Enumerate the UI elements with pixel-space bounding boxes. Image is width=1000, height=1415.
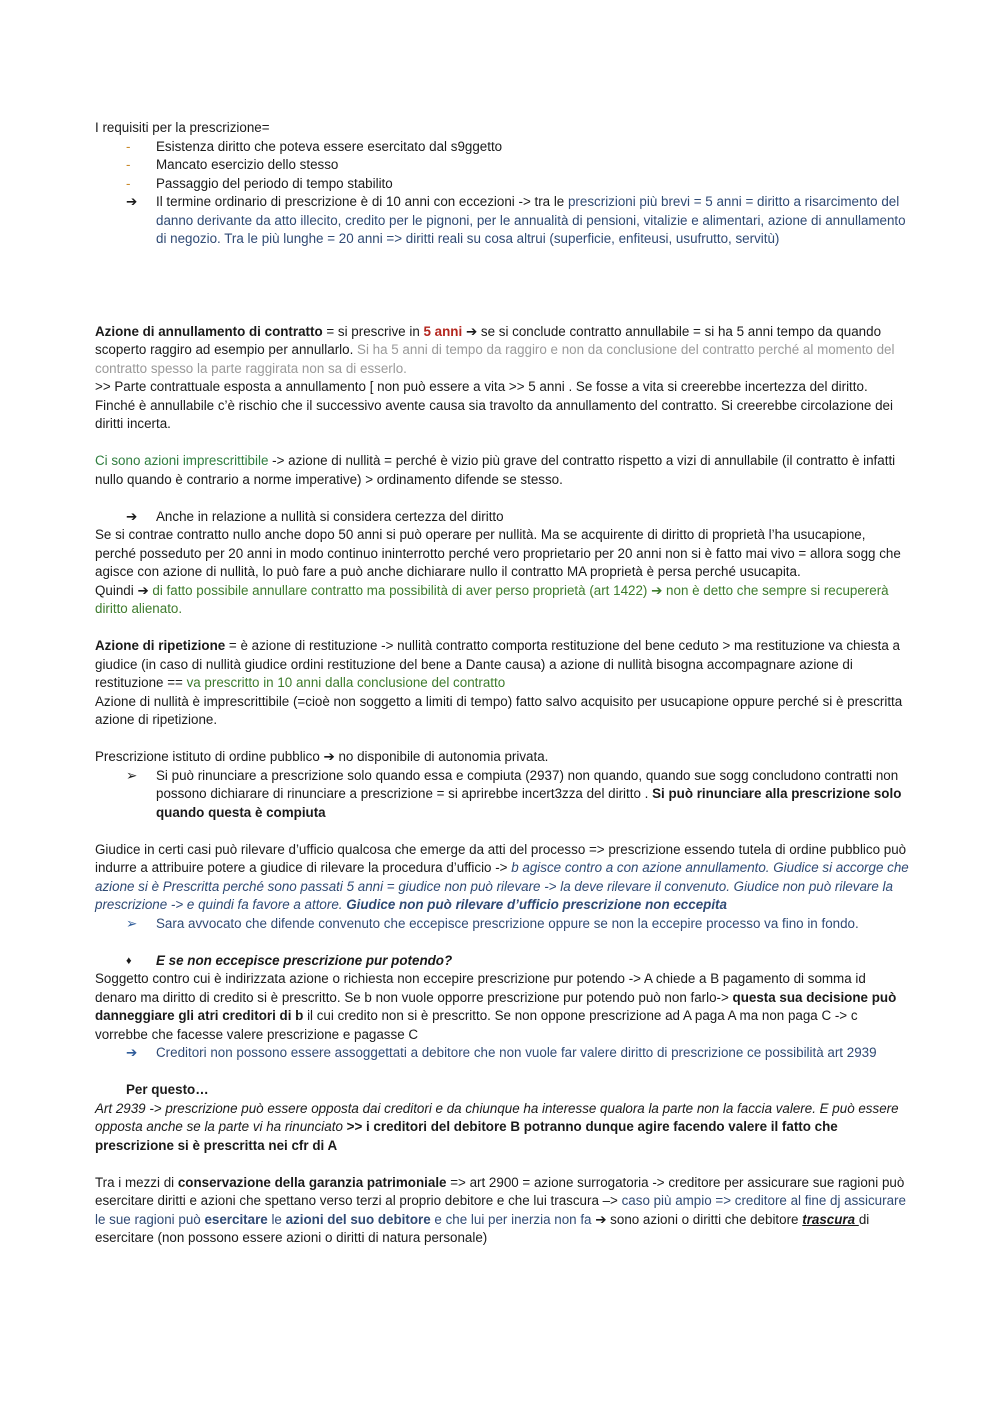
arrow-list-item: [95, 1044, 910, 1063]
text-span: Tra i mezzi di: [95, 1174, 178, 1190]
gray-note: Si ha 5 anni di tempo da raggiro e non da conclusione del contratto perché al momento del contratto spesso la parte raggirata non sa di esserlo.: [95, 342, 895, 376]
ordine-pubblico-paragraph: [95, 748, 910, 767]
text-span: = si prescrive in: [322, 323, 424, 339]
text-span: Prescrizione istituto di ordine pubblico: [95, 749, 324, 764]
arrow-right-icon: ➔: [126, 1045, 138, 1060]
requisiti-heading: I requisiti per la prescrizione=: [95, 120, 270, 135]
text-span: il cui credito non si è prescritto. Se non oppone prescrizione ad A paga A ma non paga C -> c vorrebbe che facesse valere prescrizione e pagasse C: [95, 1008, 858, 1042]
green-highlight: va prescritto in 10 anni dalla conclusione del contratto: [186, 675, 506, 690]
termine-text: Il termine ordinario di prescrizione è di 10 anni con eccezioni -> tra le: [156, 194, 568, 209]
bold-underlined-text: trascura: [802, 1211, 859, 1227]
text-span: = è azione di restituzione -> nullità contratto comporta restituzione del bene ceduto > ma restituzione va chiesta a giudice (in caso di nullità giudice ordini restituzione del bene a Dante causa) a azione di nullità bisogna accompagnare azione di restituzione ==: [95, 638, 900, 690]
arrow-right-icon: ➔: [323, 749, 335, 764]
arrow-list-item: [95, 193, 910, 249]
list-item-text: Sara avvocato che difende convenuto che eccepisce prescrizione oppure se non la eccepire processo va fino in fondo.: [156, 915, 859, 931]
ripetizione-paragraph-2: Azione di nullità è imprescrittibile (=cioè non soggetto a limiti di tempo) fatto salvo acquisito per usucapione oppure perché si è prescritta azione di ripetizione.: [95, 693, 903, 727]
bold-blue-text: azioni del suo debitore: [285, 1211, 431, 1227]
blue-text: le: [267, 1211, 286, 1227]
bold-text: Si può rinunciare alla prescrizione solo quando questa è compiuta: [156, 786, 902, 820]
chevron-right-icon: ➢: [126, 767, 138, 783]
text-span: Giudice in certi casi può rilevare d’ufficio qualcosa che emerge da atti del processo => prescrizione essendo tutela di ordine pubblico può indurre a attribuire potere a giudice di rilevare la procedura d’ufficio ->: [95, 841, 907, 875]
chevron-list-item: [95, 915, 910, 934]
list-item-text: Mancato esercizio dello stesso: [156, 157, 339, 172]
text-span: di esercitare (non possono essere azioni o diritti di natura personale): [95, 1211, 870, 1245]
arrow-right-icon: ➔: [465, 323, 478, 339]
arrow-right-icon: ➔: [595, 1211, 607, 1227]
dash-icon: -: [126, 175, 131, 191]
annullamento-paragraph: [95, 323, 910, 379]
italic-bold-blue-text: Giudice non può rilevare d’ufficio prescrizione non eccepita: [346, 897, 727, 912]
annullamento-term: Azione di annullamento di contratto: [95, 323, 323, 339]
list-item: [95, 156, 910, 175]
document-page: [95, 119, 910, 1248]
eccepire-paragraph: [95, 970, 910, 1044]
art-2939-paragraph: [95, 1100, 910, 1156]
text-span: sono azioni o diritti che debitore: [606, 1211, 803, 1227]
annullamento-paragraph-2: >> Parte contrattuale esposta a annullamento [ non può essere a vita >> 5 anni . Se fosse a vita si creerebbe incertezza del diritto. Finché è annullabile c’è rischio che il successivo avente causa sia travolto da annullamento del contratto. Si creerebbe circolazione dei diritti incerta.: [95, 379, 893, 431]
green-highlight: Ci sono azioni imprescrittibile: [95, 453, 269, 468]
arrow-right-icon: ➔: [126, 194, 138, 209]
diamond-list-item: [95, 952, 910, 971]
italic-text: Art 2939 -> prescrizione può essere opposta dai creditori e da chiunque ha interesse qualora la parte non la faccia valere. E può essere opposta anche se la parte vi ha rinunciato: [95, 1100, 899, 1134]
giudice-paragraph: [95, 841, 910, 915]
list-item-text: Esistenza diritto che poteva essere esercitato dal s9ggetto: [156, 138, 503, 154]
arrow-list-item: [95, 508, 910, 527]
imprescrittibili-paragraph: [95, 452, 910, 489]
chevron-list-item: [95, 767, 910, 823]
list-item-text: Creditori non possono essere assoggettati a debitore che non vuole far valere diritto di prescrizione ce possibilità art 2939: [156, 1045, 877, 1060]
bold-blue-text: esercitare: [204, 1211, 268, 1227]
list-item-text: Passaggio del periodo di tempo stabilito: [156, 175, 393, 191]
text-span: -> azione di nullità = perché è vizio più grave del contratto rispetto a vizi di annullabile (il contratto è infatti nullo quando è contrario a norme imperative) > ordinamento difende se stesso.: [95, 453, 896, 487]
bold-text: Per questo…: [126, 1082, 209, 1097]
blue-text: caso più ampio => creditore al fine dj assicurare le sue ragioni può: [95, 1193, 906, 1227]
quindi-paragraph: [95, 582, 910, 619]
blue-text: e che lui per inerzia non fa: [430, 1211, 596, 1227]
list-item: [95, 175, 910, 194]
dash-icon: -: [126, 138, 131, 154]
green-highlight: non è detto che sempre si recupererà diritto alienato.: [95, 582, 889, 616]
diamond-icon: ♦: [126, 954, 132, 967]
arrow-right-icon: ➔: [126, 508, 138, 524]
question-heading: E se non eccepisce prescrizione pur potendo?: [156, 952, 453, 968]
text-span: Quindi: [95, 582, 138, 598]
prescrizioni-text: prescrizioni più brevi = 5 anni = diritto a risarcimento del danno derivante da atto illecito, credito per le pignoni, per le annualità di pensioni, vitalizie e alimentari, azione di annullamento di negozio. Tra le più lunghe = 20 anni => diritti reali su cosa altrui (superficie, enfiteusi, usufrutto, servitù): [156, 194, 906, 246]
list-item: [95, 138, 910, 157]
list-item-text: Si può rinunciare a prescrizione solo quando essa e compiuta (2937) non quando, quando sue sogg concludono contratti non possono dichiarare di rinunciare a prescrizione = si aprirebbe incert3zza del diritto .: [156, 767, 899, 801]
text-span: => art 2900 = azione surrogatoria -> creditore per assicurare sue ragioni può esercitare diritti e azioni che spettano verso terzi al proprio debitore e che lui trascura –>: [95, 1174, 905, 1208]
ripetizione-paragraph: [95, 637, 910, 693]
bold-text: >> i creditori del debitore B potranno dunque agire facendo valere il fatto che prescrizione si è prescritta nei cfr di A: [95, 1119, 838, 1153]
ripetizione-term: Azione di ripetizione: [95, 638, 226, 653]
green-highlight: di fatto possibile annullare contratto ma possibilità di aver perso proprietà (art 1422): [148, 582, 652, 598]
text-span: se si conclude contratto annullabile = si ha 5 anni tempo da quando scoperto raggiro ad esempio per annullarlo.: [95, 323, 882, 357]
arrow-right-icon: ➔: [137, 582, 149, 598]
list-item-text: Anche in relazione a nullità si considera certezza del diritto: [156, 508, 504, 524]
cinque-anni-highlight: 5 anni: [423, 323, 463, 339]
text-span: Soggetto contro cui è indirizzata azione o richiesta non eccepire prescrizione pur potendo -> A chiede a B pagamento di somma id denaro ma diritto di credito si è prescritto. Se b non vuole opporre prescrizione pur potendo può non farlo->: [95, 971, 866, 1005]
garanzia-paragraph: [95, 1174, 910, 1248]
nullita-paragraph: Se si contrae contratto nullo anche dopo 50 anni si può operare per nullità. Ma se acquirente di diritto di proprietà l’ha usucapione, perché posseduto per 20 anni in modo continuo ininterrotto perché vero proprietario per 20 anni non si è fatto mai vivo = allora sogg che agisce con azione di nullità, lo può fare a può anche dichiarare nullo il contratto MA proprietà è persa perché usucapita.: [95, 527, 901, 579]
arrow-right-icon: ➔: [651, 582, 663, 598]
bold-text: conservazione della garanzia patrimoniale: [177, 1174, 447, 1190]
bold-text: questa sua decisione può danneggiare gli atri creditori di b: [95, 989, 897, 1023]
chevron-right-icon: ➢: [126, 915, 138, 931]
dash-icon: -: [126, 157, 131, 172]
per-questo-heading: [95, 1081, 910, 1100]
text-span: no disponibile di autonomia privata.: [334, 749, 549, 764]
italic-blue-text: b agisce contro a con azione annullamento. Giudice si accorge che azione si è Prescritta perché sono passati 5 anni = giudice non può rilevare -> la deve rilevare il convenuto. Giudice non può rilevare la prescrizione -> e quindi fa favore a attore.: [95, 860, 909, 912]
